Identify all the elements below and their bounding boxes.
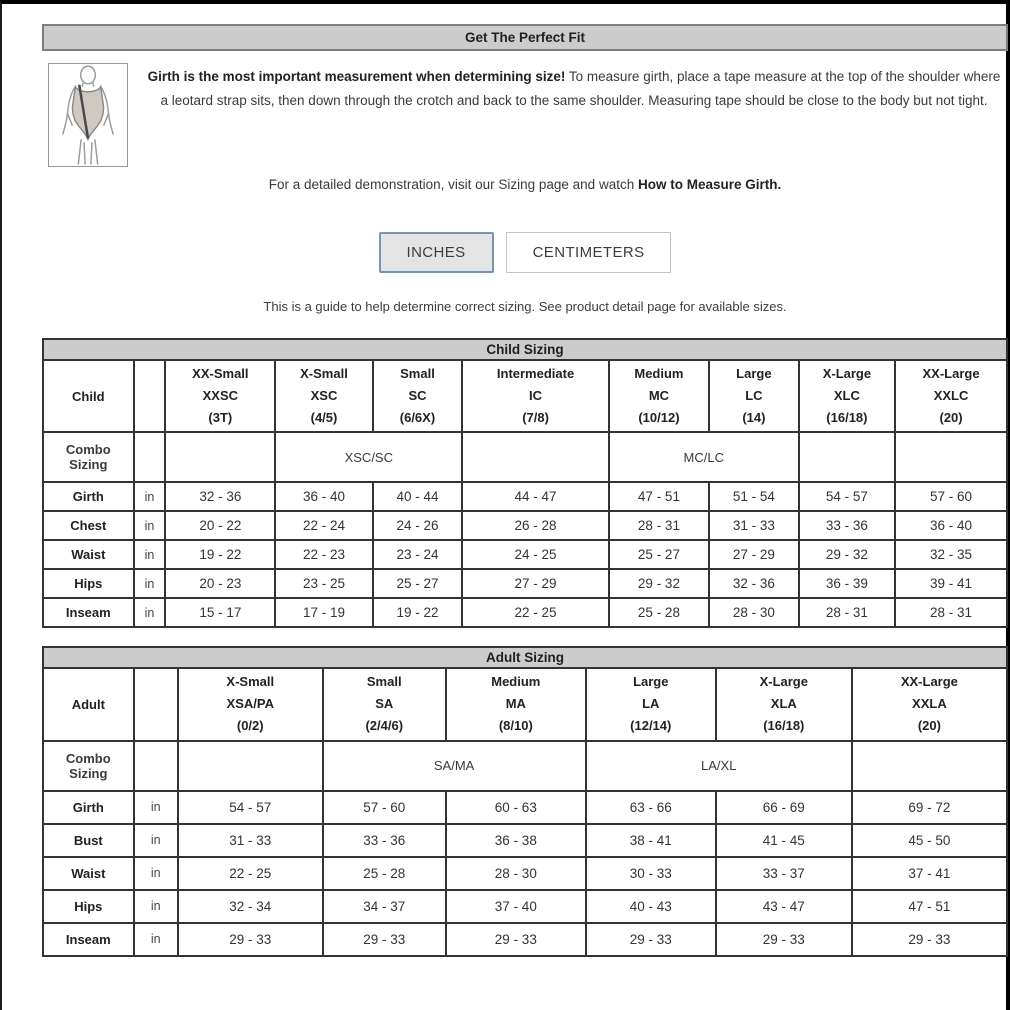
value-cell: 28 - 31 xyxy=(609,511,709,540)
demo-instruction-text: For a detailed demonstration, visit our Sizing page and watch xyxy=(268,177,638,192)
unit-cell: in xyxy=(134,824,178,857)
empty-cell xyxy=(178,741,323,791)
unit-cell: in xyxy=(134,598,166,627)
value-cell: 36 - 39 xyxy=(799,569,895,598)
value-cell: 63 - 66 xyxy=(586,791,716,824)
child-row-header: Child xyxy=(43,360,134,432)
value-cell: 39 - 41 xyxy=(895,569,1007,598)
value-cell: 36 - 40 xyxy=(275,482,372,511)
size-range: (7/8) xyxy=(522,410,549,426)
adult-hips-row xyxy=(43,890,1007,923)
row-label: Chest xyxy=(43,511,134,540)
size-name: Large xyxy=(736,366,772,381)
value-cell: 51 - 54 xyxy=(709,482,799,511)
value-cell: 36 - 38 xyxy=(446,824,586,857)
empty-cell xyxy=(134,432,166,482)
value-cell: 26 - 28 xyxy=(462,511,609,540)
value-cell: 22 - 25 xyxy=(178,857,323,890)
child-unit-header xyxy=(134,360,166,432)
size-name: X-Large xyxy=(822,366,872,381)
child-col-xx-large xyxy=(895,360,1007,432)
child-combo-mc-lc: MC/LC xyxy=(609,432,799,482)
size-range: (20) xyxy=(917,718,941,734)
value-cell: 28 - 31 xyxy=(895,598,1007,627)
unit-cell: in xyxy=(134,857,178,890)
value-cell: 17 - 19 xyxy=(275,598,372,627)
intro-section xyxy=(42,63,1008,167)
size-range: (16/18) xyxy=(763,718,805,734)
unit-cell: in xyxy=(134,890,178,923)
value-cell: 40 - 43 xyxy=(586,890,716,923)
size-name: Medium xyxy=(491,674,541,690)
adult-col-medium xyxy=(446,668,586,740)
row-label: Girth xyxy=(43,791,134,824)
page-content xyxy=(42,24,1008,957)
value-cell: 38 - 41 xyxy=(586,824,716,857)
value-cell: 23 - 25 xyxy=(275,569,372,598)
value-cell: 28 - 31 xyxy=(799,598,895,627)
value-cell: 32 - 34 xyxy=(178,890,323,923)
unit-cell: in xyxy=(134,482,166,511)
child-inseam-row xyxy=(43,598,1007,627)
child-col-medium xyxy=(609,360,709,432)
adult-waist-row xyxy=(43,857,1007,890)
value-cell: 66 - 69 xyxy=(716,791,852,824)
adult-girth-row xyxy=(43,791,1007,824)
size-code: XXSC xyxy=(202,388,239,404)
size-code: XXLC xyxy=(933,388,969,404)
page-title: Get The Perfect Fit xyxy=(42,24,1008,51)
value-cell: 25 - 27 xyxy=(609,540,709,569)
size-range: (14) xyxy=(742,410,766,426)
value-cell: 29 - 33 xyxy=(178,923,323,956)
value-cell: 22 - 23 xyxy=(275,540,372,569)
adult-unit-header xyxy=(134,668,178,740)
value-cell: 41 - 45 xyxy=(716,824,852,857)
child-col-x-large xyxy=(799,360,895,432)
value-cell: 19 - 22 xyxy=(165,540,275,569)
size-range: (3T) xyxy=(208,410,233,426)
child-girth-row xyxy=(43,482,1007,511)
size-name: X-Large xyxy=(759,674,808,690)
adult-col-x-small xyxy=(178,668,323,740)
value-cell: 32 - 36 xyxy=(165,482,275,511)
adult-table-title: Adult Sizing xyxy=(43,647,1007,668)
adult-bust-row xyxy=(43,824,1007,857)
centimeters-button[interactable]: CENTIMETERS xyxy=(506,232,672,273)
child-combo-xsc-sc: XSC/SC xyxy=(275,432,462,482)
value-cell: 15 - 17 xyxy=(165,598,275,627)
value-cell: 28 - 30 xyxy=(446,857,586,890)
girth-measurement-illustration xyxy=(48,63,128,167)
empty-cell xyxy=(134,741,178,791)
unit-cell: in xyxy=(134,540,166,569)
adult-combo-sa-ma: SA/MA xyxy=(323,741,586,791)
size-name: Medium xyxy=(634,366,684,381)
adult-inseam-row xyxy=(43,923,1007,956)
size-range: (10/12) xyxy=(638,410,680,426)
value-cell: 22 - 25 xyxy=(462,598,609,627)
value-cell: 29 - 32 xyxy=(609,569,709,598)
value-cell: 54 - 57 xyxy=(178,791,323,824)
girth-instructions-body: To measure girth, place a tape measure at the top of the shoulder where a leotard strap sits, then down through the crotch and back to the same shoulder. Measuring tape should be close to the body but not tight. xyxy=(160,69,1001,109)
size-range: (0/2) xyxy=(236,718,264,734)
row-label: Bust xyxy=(43,824,134,857)
value-cell: 23 - 24 xyxy=(373,540,463,569)
size-code: MC xyxy=(648,388,670,404)
size-code: XXLA xyxy=(912,696,947,712)
value-cell: 32 - 36 xyxy=(709,569,799,598)
value-cell: 31 - 33 xyxy=(178,824,323,857)
size-name: XX-Large xyxy=(900,674,958,690)
size-code: SA xyxy=(375,696,394,712)
value-cell: 37 - 40 xyxy=(446,890,586,923)
value-cell: 47 - 51 xyxy=(609,482,709,511)
value-cell: 29 - 33 xyxy=(716,923,852,956)
empty-cell xyxy=(462,432,609,482)
adult-sizing-table xyxy=(42,646,1008,956)
size-name: Small xyxy=(400,366,435,381)
size-name: XX-Large xyxy=(922,366,980,381)
girth-instructions-bold: Girth is the most important measurement when determining size! xyxy=(147,69,566,84)
child-col-x-small xyxy=(275,360,372,432)
value-cell: 57 - 60 xyxy=(895,482,1007,511)
value-cell: 57 - 60 xyxy=(323,791,446,824)
unit-cell: in xyxy=(134,791,178,824)
empty-cell xyxy=(852,741,1007,791)
value-cell: 69 - 72 xyxy=(852,791,1007,824)
value-cell: 29 - 33 xyxy=(446,923,586,956)
value-cell: 47 - 51 xyxy=(852,890,1007,923)
adult-col-xx-large xyxy=(852,668,1007,740)
value-cell: 54 - 57 xyxy=(799,482,895,511)
value-cell: 29 - 32 xyxy=(799,540,895,569)
value-cell: 25 - 28 xyxy=(323,857,446,890)
child-col-intermediate xyxy=(462,360,609,432)
row-label: Hips xyxy=(43,890,134,923)
adult-col-large xyxy=(586,668,716,740)
value-cell: 33 - 36 xyxy=(799,511,895,540)
child-col-large xyxy=(709,360,799,432)
demo-instruction xyxy=(42,177,1008,192)
value-cell: 33 - 37 xyxy=(716,857,852,890)
value-cell: 45 - 50 xyxy=(852,824,1007,857)
size-range: (16/18) xyxy=(826,410,868,426)
size-range: (20) xyxy=(939,410,963,426)
value-cell: 30 - 33 xyxy=(586,857,716,890)
unit-cell: in xyxy=(134,569,166,598)
adult-header-row xyxy=(43,668,1007,740)
size-code: LC xyxy=(745,388,763,404)
value-cell: 28 - 30 xyxy=(709,598,799,627)
size-code: XSA/PA xyxy=(226,696,274,712)
child-header-row xyxy=(43,360,1007,432)
size-code: XLC xyxy=(833,388,860,404)
value-cell: 32 - 35 xyxy=(895,540,1007,569)
value-cell: 33 - 36 xyxy=(323,824,446,857)
value-cell: 29 - 33 xyxy=(323,923,446,956)
size-name: XX-Small xyxy=(192,366,249,381)
value-cell: 20 - 22 xyxy=(165,511,275,540)
size-name: X-Small xyxy=(300,366,348,381)
size-range: (4/5) xyxy=(310,410,338,426)
value-cell: 25 - 27 xyxy=(373,569,463,598)
demo-instruction-bold: How to Measure Girth. xyxy=(637,177,782,192)
size-name: Small xyxy=(366,674,402,690)
adult-col-x-large xyxy=(716,668,852,740)
value-cell: 27 - 29 xyxy=(462,569,609,598)
unit-cell: in xyxy=(134,511,166,540)
size-range: (8/10) xyxy=(498,718,533,734)
size-code: XSC xyxy=(310,388,338,404)
row-label: Inseam xyxy=(43,923,134,956)
size-code: LA xyxy=(642,696,660,712)
size-name: X-Small xyxy=(226,674,275,690)
empty-cell xyxy=(165,432,275,482)
size-code: SC xyxy=(408,388,427,404)
size-name: Large xyxy=(633,674,669,690)
size-range: (12/14) xyxy=(630,718,672,734)
child-col-small xyxy=(373,360,463,432)
unit-cell: in xyxy=(134,923,178,956)
value-cell: 34 - 37 xyxy=(323,890,446,923)
adult-row-header: Adult xyxy=(43,668,134,740)
sizing-guide-note: This is a guide to help determine correct sizing. See product detail page for available sizes. xyxy=(263,299,787,314)
value-cell: 29 - 33 xyxy=(852,923,1007,956)
child-combo-row xyxy=(43,432,1007,482)
value-cell: 20 - 23 xyxy=(165,569,275,598)
value-cell: 25 - 28 xyxy=(609,598,709,627)
value-cell: 19 - 22 xyxy=(373,598,463,627)
size-code: XLA xyxy=(770,696,797,712)
value-cell: 31 - 33 xyxy=(709,511,799,540)
value-cell: 24 - 26 xyxy=(373,511,463,540)
size-range: (2/4/6) xyxy=(365,718,404,734)
value-cell: 43 - 47 xyxy=(716,890,852,923)
value-cell: 27 - 29 xyxy=(709,540,799,569)
girth-instructions xyxy=(144,63,1008,114)
combo-sizing-label: Combo Sizing xyxy=(43,741,134,791)
combo-sizing-label: Combo Sizing xyxy=(43,432,134,482)
value-cell: 29 - 33 xyxy=(586,923,716,956)
child-hips-row xyxy=(43,569,1007,598)
row-label: Girth xyxy=(43,482,134,511)
size-name: Intermediate xyxy=(496,366,575,381)
child-sizing-table xyxy=(42,338,1008,628)
child-waist-row xyxy=(43,540,1007,569)
empty-cell xyxy=(799,432,895,482)
row-label: Waist xyxy=(43,540,134,569)
value-cell: 60 - 63 xyxy=(446,791,586,824)
size-code: MA xyxy=(505,696,526,712)
row-label: Hips xyxy=(43,569,134,598)
child-col-xx-small xyxy=(165,360,275,432)
size-range: (6/6X) xyxy=(399,410,436,426)
value-cell: 40 - 44 xyxy=(373,482,463,511)
adult-combo-row xyxy=(43,741,1007,791)
adult-combo-la-xl: LA/XL xyxy=(586,741,852,791)
leotard-figure-icon xyxy=(49,64,127,166)
size-code: IC xyxy=(529,388,543,404)
value-cell: 36 - 40 xyxy=(895,511,1007,540)
empty-cell xyxy=(895,432,1007,482)
row-label: Waist xyxy=(43,857,134,890)
unit-toggle xyxy=(42,232,1008,273)
child-table-title: Child Sizing xyxy=(43,339,1007,360)
value-cell: 44 - 47 xyxy=(462,482,609,511)
value-cell: 24 - 25 xyxy=(462,540,609,569)
row-label: Inseam xyxy=(43,598,134,627)
value-cell: 22 - 24 xyxy=(275,511,372,540)
child-chest-row xyxy=(43,511,1007,540)
adult-col-small xyxy=(323,668,446,740)
value-cell: 37 - 41 xyxy=(852,857,1007,890)
inches-button[interactable]: INCHES xyxy=(379,232,494,273)
